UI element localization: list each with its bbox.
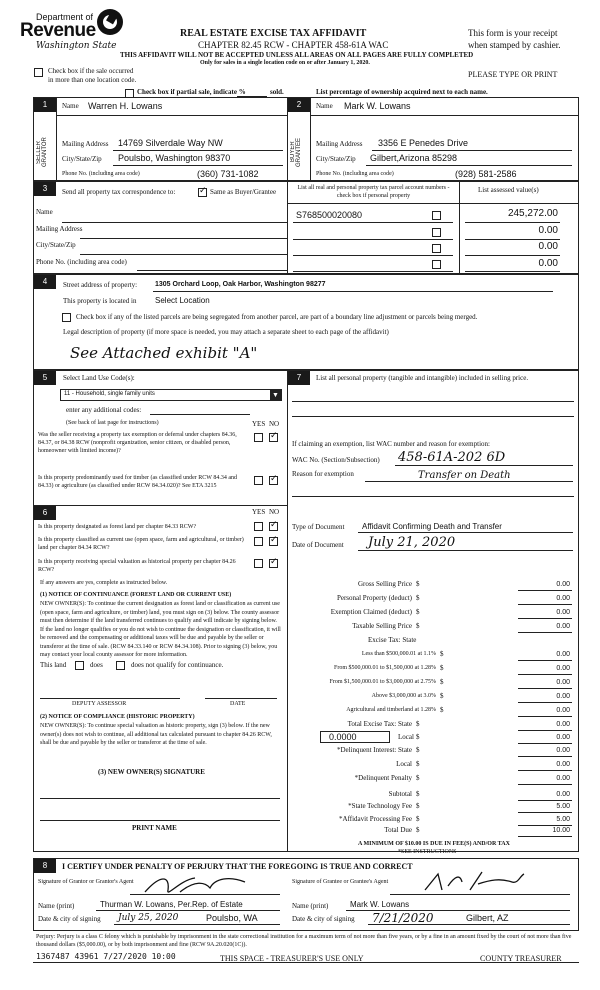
grantee-city-value[interactable]: Gilbert, AZ bbox=[466, 913, 509, 923]
legal-description-label: Legal description of property (if more space is needed, you may attach a separate sheet to each page of the affidavit) bbox=[63, 328, 389, 336]
parcel-value-2[interactable]: 0.00 bbox=[538, 225, 558, 236]
subtotal-label: Subtotal bbox=[388, 790, 412, 798]
s6-q2-no[interactable] bbox=[269, 537, 278, 546]
street-value[interactable]: 1305 Orchard Loop, Oak Harbor, Washington 98277 bbox=[155, 281, 326, 288]
seller-phone-value[interactable]: (360) 731-1082 bbox=[197, 169, 259, 179]
logo-department: Department of bbox=[36, 12, 94, 22]
s6-q2-text: Is this property classified as current use (open space, farm and agricultural, or timber) land per chapter 84.34 RCW? bbox=[38, 537, 244, 551]
dollar-sign: $ bbox=[440, 664, 444, 672]
s3-phone-label: Phone No. (including area code) bbox=[36, 258, 127, 266]
s6-q1-no[interactable] bbox=[269, 522, 278, 531]
section-2-badge: 2 bbox=[288, 98, 310, 112]
print-name-label: PRINT NAME bbox=[132, 824, 177, 832]
assessed-header: List assessed value(s) bbox=[478, 186, 539, 194]
tier-1-value[interactable]: 0.00 bbox=[556, 651, 570, 658]
land-does-not-checkbox[interactable] bbox=[116, 661, 125, 670]
seller-name-value[interactable]: Warren H. Lowans bbox=[88, 101, 163, 111]
grantor-name-value[interactable]: Thurman W. Lowans, Per.Rep. of Estate bbox=[100, 900, 243, 909]
wac-value[interactable]: 458-61A-202 6D bbox=[398, 450, 506, 465]
multi-location-checkbox[interactable] bbox=[34, 68, 43, 77]
land-does-label: does bbox=[90, 661, 103, 669]
dollar-sign: $ bbox=[416, 580, 420, 588]
chevron-down-icon[interactable]: ▼ bbox=[270, 390, 281, 400]
doc-date-label: Date of Document bbox=[292, 541, 344, 549]
tier-1-label: Less than $500,000.01 at 1.1% bbox=[361, 651, 436, 657]
parcel-value-4[interactable]: 0.00 bbox=[538, 258, 558, 269]
dollar-sign: $ bbox=[416, 802, 420, 810]
buyer-city-value[interactable]: Gilbert,Arizona 85298 bbox=[370, 153, 458, 163]
s6-q3-yes[interactable] bbox=[254, 559, 263, 568]
section-8-badge: 8 bbox=[34, 859, 56, 873]
section-5-badge: 5 bbox=[34, 371, 56, 385]
notice-2-title: (2) NOTICE OF COMPLIANCE (HISTORIC PROPERTY) bbox=[40, 714, 195, 720]
new-owner-signature-label: (3) NEW OWNER(S) SIGNATURE bbox=[98, 768, 205, 776]
doc-type-value[interactable]: Affidavit Confirming Death and Transfer bbox=[362, 522, 502, 531]
s6-yes-header: YES bbox=[252, 508, 266, 516]
dollar-sign: $ bbox=[416, 622, 420, 630]
land-does-checkbox[interactable] bbox=[75, 661, 84, 670]
exemption-label: If claiming an exemption, list WAC number and reason for exemption: bbox=[292, 440, 490, 448]
seller-side-label: SELLER GRANTOR bbox=[36, 137, 48, 167]
section-6-badge: 6 bbox=[34, 506, 56, 520]
taxable-selling-price-value[interactable]: 0.00 bbox=[556, 623, 570, 630]
if-yes-note: If any answers are yes, complete as instructed below. bbox=[40, 580, 168, 586]
multi-location-label-1: Check box if the sale occurred bbox=[48, 67, 134, 75]
dollar-sign: $ bbox=[416, 720, 420, 728]
tier-3-value[interactable]: 0.00 bbox=[556, 679, 570, 686]
gross-selling-price-value[interactable]: 0.00 bbox=[556, 581, 570, 588]
additional-codes-label: enter any additional codes: bbox=[66, 406, 142, 414]
buyer-phone-label: Phone No. (including area code) bbox=[316, 171, 394, 177]
parcel-1-personal-checkbox[interactable] bbox=[432, 211, 441, 220]
tier-3-label: From $1,500,000.01 to $3,000,000 at 2.75% bbox=[329, 679, 436, 685]
gross-selling-price-label: Gross Selling Price bbox=[357, 580, 412, 588]
reason-value[interactable]: Transfer on Death bbox=[418, 470, 511, 481]
subtotal-value[interactable]: 0.00 bbox=[556, 791, 570, 798]
total-due-label: Total Due bbox=[384, 826, 412, 834]
s3-city-label: City/State/Zip bbox=[36, 241, 76, 249]
tier-2-value[interactable]: 0.00 bbox=[556, 665, 570, 672]
land-use-dropdown[interactable] bbox=[60, 389, 282, 401]
s5-q1-yes[interactable] bbox=[254, 433, 263, 442]
processing-fee-label: *Affidavit Processing Fee bbox=[339, 815, 412, 823]
grantor-signature-label: Signature of Grantor or Grantor's Agent bbox=[38, 879, 134, 885]
parcel-header: List all real and personal property tax parcel account numbers - check box if personal property bbox=[297, 185, 450, 199]
perjury-note: Perjury: Perjury is a class C felony which is punishable by imprisonment in the state correctional institution for a maximum term of not more than five years, or by a fine in an amount fixed by the court of not more than five thousand dollars ($5,000.00), or by both imprisonment and fine (RCW 9A.20.020(1C)). bbox=[36, 934, 572, 948]
seller-phone-label: Phone No. (including area code) bbox=[62, 171, 140, 177]
dollar-sign: $ bbox=[416, 594, 420, 602]
dollar-sign: $ bbox=[416, 815, 420, 823]
notice-2-text: NEW OWNER(S): To continue special valuation as historic property, sign (3) below. If the new owner(s) does not wish to continue, all additional tax calculated pursuant to chapter 84.26 RCW, shall be due and payable by the seller or transferor at the time of sale. bbox=[40, 723, 272, 746]
s5-q2-no[interactable] bbox=[269, 476, 278, 485]
partial-sale-sold: sold. bbox=[270, 88, 284, 96]
reason-label: Reason for exemption bbox=[292, 470, 354, 478]
deputy-assessor-label: DEPUTY ASSESSOR bbox=[72, 701, 127, 707]
s6-q3-no[interactable] bbox=[269, 559, 278, 568]
located-select[interactable]: Select Location bbox=[155, 296, 210, 305]
dollar-sign: $ bbox=[440, 706, 444, 714]
revenue-logo-icon bbox=[97, 9, 123, 35]
delinquent-interest-value[interactable]: 0.00 bbox=[556, 747, 570, 754]
dollar-sign: $ bbox=[416, 760, 420, 768]
notice-1-title: (1) NOTICE OF CONTINUANCE (FOREST LAND OR CURRENT USE) bbox=[40, 592, 232, 598]
segregated-checkbox[interactable] bbox=[62, 313, 71, 322]
s3-name-label: Name bbox=[36, 208, 53, 216]
recording-stamp: 1367487 43961 7/27/2020 10:00 bbox=[36, 952, 176, 961]
parcel-number-1[interactable]: S768500020080 bbox=[296, 210, 363, 220]
form-title: REAL ESTATE EXCISE TAX AFFIDAVIT bbox=[180, 28, 367, 39]
exemption-claimed-label: Exemption Claimed (deduct) bbox=[330, 608, 412, 616]
personal-property-deduct-value[interactable]: 0.00 bbox=[556, 595, 570, 602]
certify-statement: I CERTIFY UNDER PENALTY OF PERJURY THAT THE FOREGOING IS TRUE AND CORRECT bbox=[62, 862, 413, 871]
dollar-sign: $ bbox=[416, 790, 420, 798]
delinquent-interest-label: *Delinquent Interest: State bbox=[336, 746, 412, 754]
grantor-date-value[interactable]: July 25, 2020 bbox=[118, 913, 179, 923]
total-excise-label: Total Excise Tax: State bbox=[347, 720, 412, 728]
s6-no-header: NO bbox=[269, 508, 280, 516]
notice-1-text: NEW OWNER(S): To continue the current designation as forest land or classification as current use (open space, farm and agriculture, or timber) land, you must sign on (3) below. The county assessor must then determine if the land transferred continues to qualify and will indicate by signing below. If the land no longer qualifies or you do not wish to continue the designation or classification, it will be removed and the compensating or additional taxes will be due and payable by the seller or transferor at the time of sale. (RCW 84.33.140 or RCW 84.34.108). Prior to signing (3) below, you may contact your local county assessor for more information. bbox=[40, 601, 281, 658]
delinquent-penalty-value[interactable]: 0.00 bbox=[556, 775, 570, 782]
tier-4-label: Above $3,000,000 at 3.0% bbox=[371, 693, 436, 699]
same-as-buyer-checkbox[interactable] bbox=[198, 188, 207, 197]
s5-yes-header: YES bbox=[252, 420, 266, 428]
percentage-note: List percentage of ownership acquired next to each name. bbox=[316, 88, 488, 96]
parcel-2-personal-checkbox[interactable] bbox=[432, 228, 441, 237]
assessor-date-label: DATE bbox=[230, 701, 246, 707]
s6-q1-text: Is this property designated as forest land per chapter 84.33 RCW? bbox=[38, 524, 197, 530]
grantee-signature[interactable] bbox=[420, 868, 530, 896]
dollar-sign: $ bbox=[440, 650, 444, 658]
s6-q1-yes[interactable] bbox=[254, 522, 263, 531]
buyer-name-label: Name bbox=[316, 102, 333, 110]
delinquent-penalty-label: *Delinquent Penalty bbox=[354, 774, 412, 782]
seller-mailing-value[interactable]: 14769 Silverdale Way NW bbox=[118, 138, 223, 148]
seller-name-label: Name bbox=[62, 102, 79, 110]
exemption-claimed-value[interactable]: 0.00 bbox=[556, 609, 570, 616]
buyer-mailing-value[interactable]: 3356 E Penedes Drive bbox=[378, 138, 469, 148]
wac-label: WAC No. (Section/Subsection) bbox=[292, 456, 380, 464]
section-7-badge: 7 bbox=[288, 371, 310, 385]
same-as-buyer-label: Same as Buyer/Grantee bbox=[210, 188, 277, 196]
personal-property-label: List all personal property (tangible and intangible) included in selling price. bbox=[316, 374, 529, 382]
total-due-value[interactable]: 10.00 bbox=[552, 827, 570, 834]
county-treasurer-label: COUNTY TREASURER bbox=[480, 954, 562, 963]
local-label: Local bbox=[398, 733, 414, 741]
form-chapter: CHAPTER 82.45 RCW - CHAPTER 458-61A WAC bbox=[198, 40, 389, 50]
form-warning: THIS AFFIDAVIT WILL NOT BE ACCEPTED UNLESS ALL AREAS ON ALL PAGES ARE FULLY COMPLETED bbox=[120, 51, 474, 59]
doc-type-label: Type of Document bbox=[292, 523, 345, 531]
total-excise-value[interactable]: 0.00 bbox=[556, 721, 570, 728]
street-label: Street address of property: bbox=[63, 281, 138, 289]
multi-location-label-2: in more than one location code. bbox=[48, 76, 137, 84]
dollar-sign: $ bbox=[416, 774, 420, 782]
s6-q2-yes[interactable] bbox=[254, 537, 263, 546]
s6-q3-text: Is this property receiving special valuation as historical property per chapter 84.26 RCW? bbox=[38, 559, 236, 573]
dollar-sign: $ bbox=[416, 608, 420, 616]
tier-5-label: Agricultural and timberland at 1.28% bbox=[346, 707, 436, 713]
local-rate-value: 0.0000 bbox=[329, 732, 357, 742]
seller-city-value[interactable]: Poulsbo, Washington 98370 bbox=[118, 153, 231, 163]
s5-q2-yes[interactable] bbox=[254, 476, 263, 485]
s5-q1-no[interactable] bbox=[269, 433, 278, 442]
seller-city-label: City/State/Zip bbox=[62, 155, 102, 163]
located-label: This property is located in bbox=[63, 297, 137, 305]
doc-date-value[interactable]: July 21, 2020 bbox=[368, 535, 456, 550]
tier-4-value[interactable]: 0.00 bbox=[556, 693, 570, 700]
parcel-value-1[interactable]: 245,272.00 bbox=[507, 208, 558, 219]
land-use-value: 11 - Household, single family units bbox=[64, 391, 155, 397]
section-1-badge: 1 bbox=[34, 98, 56, 112]
treasurer-space-label: THIS SPACE - TREASURER'S USE ONLY bbox=[220, 954, 364, 963]
processing-fee-value[interactable]: 5.00 bbox=[556, 816, 570, 823]
segregated-label: Check box if any of the listed parcels are being segregated from another parcel, are part of a boundary line adjustment or parcels being merged. bbox=[76, 313, 478, 321]
grantee-date-city-label: Date & city of signing bbox=[292, 915, 355, 923]
s5-no-header: NO bbox=[269, 420, 280, 428]
buyer-side-label: BUYER GRANTEE bbox=[290, 137, 302, 167]
legal-description-handwritten[interactable]: See Attached exhibit "A" bbox=[70, 344, 258, 362]
tier-2-label: From $500,000.01 to $1,500,000 at 1.28% bbox=[334, 665, 436, 671]
dollar-sign: $ bbox=[416, 826, 420, 834]
grantee-name-value[interactable]: Mark W. Lowans bbox=[350, 900, 410, 909]
seller-mailing-label: Mailing Address bbox=[62, 140, 109, 148]
parcel-4-personal-checkbox[interactable] bbox=[432, 260, 441, 269]
dollar-sign: $ bbox=[440, 692, 444, 700]
taxable-selling-price-label: Taxable Selling Price bbox=[352, 622, 412, 630]
grantee-signature-label: Signature of Grantee or Grantee's Agent bbox=[292, 879, 389, 885]
land-use-label: Select Land Use Code(s): bbox=[63, 374, 135, 382]
local-rate-box[interactable] bbox=[320, 731, 390, 743]
tech-fee-label: *State Technology Fee bbox=[348, 802, 412, 810]
partial-sale-label: Check box if partial sale, indicate % bbox=[137, 88, 246, 96]
see-back-note: (See back of last page for instructions) bbox=[66, 420, 159, 426]
buyer-city-label: City/State/Zip bbox=[316, 155, 356, 163]
parcel-3-personal-checkbox[interactable] bbox=[432, 244, 441, 253]
personal-property-deduct-label: Personal Property (deduct) bbox=[336, 594, 412, 602]
grantor-date-city-label: Date & city of signing bbox=[38, 915, 101, 923]
minimum-due-note: A MINIMUM OF $10.00 IS DUE IN FEE(S) AND/OR TAX bbox=[358, 841, 510, 847]
buyer-mailing-label: Mailing Address bbox=[316, 140, 363, 148]
s3-mailing-label: Mailing Address bbox=[36, 225, 83, 233]
land-does-not-label: does not qualify for continuance. bbox=[131, 661, 224, 669]
see-instructions-note: *SEE INSTRUCTIONS bbox=[398, 849, 457, 855]
local-2-value[interactable]: 0.00 bbox=[556, 761, 570, 768]
section-4-badge: 4 bbox=[34, 275, 56, 289]
local-value[interactable]: 0.00 bbox=[556, 734, 570, 741]
buyer-phone-value[interactable]: (928) 581-2586 bbox=[455, 169, 517, 179]
logo-revenue: Revenue bbox=[20, 20, 96, 41]
this-land-label: This land bbox=[40, 661, 67, 669]
dollar-sign: $ bbox=[440, 678, 444, 686]
grantee-name-label: Name (print) bbox=[292, 902, 329, 910]
excise-state-label: Excise Tax: State bbox=[368, 636, 417, 644]
logo-state: Washington State bbox=[36, 41, 117, 51]
grantee-date-value[interactable]: 7/21/2020 bbox=[372, 911, 434, 925]
receipt-line-1: This form is your receipt bbox=[468, 28, 558, 38]
local-2-label: Local bbox=[396, 760, 412, 768]
section-3-badge: 3 bbox=[34, 182, 56, 196]
please-type: PLEASE TYPE OR PRINT bbox=[468, 70, 558, 79]
dollar-sign: $ bbox=[416, 733, 420, 741]
single-location-note: Only for sales in a single location code on or after January 1, 2020. bbox=[200, 60, 370, 66]
send-correspondence-label: Send all property tax correspondence to: bbox=[62, 188, 176, 196]
grantor-name-label: Name (print) bbox=[38, 902, 75, 910]
s5-q1-text: Was the seller receiving a property tax exemption or deferral under chapters 84.36, 84.37, or 84.38 RCW (nonprofit organization, senior citizen, or disabled person, homeowner with limited income)? bbox=[38, 432, 237, 454]
dollar-sign: $ bbox=[416, 746, 420, 754]
receipt-line-2: when stamped by cashier. bbox=[468, 40, 561, 50]
grantor-city-value[interactable]: Poulsbo, WA bbox=[206, 913, 258, 923]
parcel-value-3[interactable]: 0.00 bbox=[538, 241, 558, 252]
buyer-name-value[interactable]: Mark W. Lowans bbox=[344, 101, 411, 111]
tier-5-value[interactable]: 0.00 bbox=[556, 707, 570, 714]
tech-fee-value[interactable]: 5.00 bbox=[556, 803, 570, 810]
s5-q2-text: Is this property predominantly used for timber (as classified under RCW 84.34 and 84.33) or agriculture (as classified under RCW 84.34.020)? See ETA 3215 bbox=[38, 475, 238, 489]
